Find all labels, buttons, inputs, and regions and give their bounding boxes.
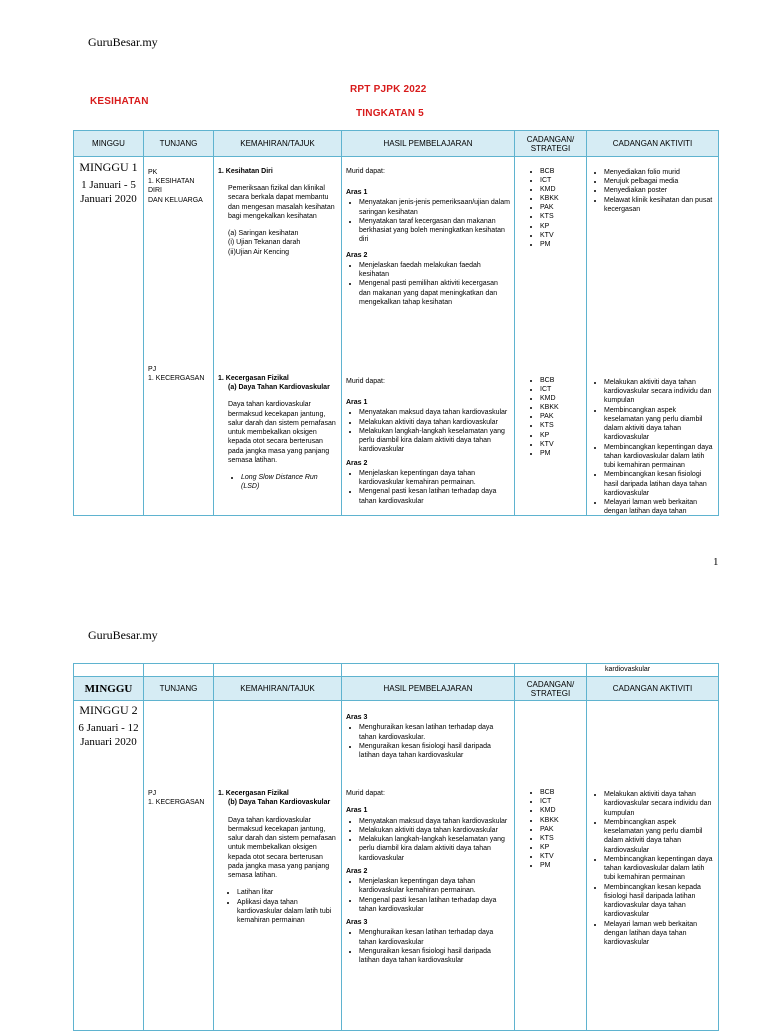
strategy-item: • KP (540, 222, 582, 231)
aras-label: Aras 2 (346, 459, 368, 467)
learning-outcome-item: • Mengenal pasti kesan latihan terhadap daya tahan kardiovaskular (359, 487, 510, 505)
activity-item: • Melawat klinik kesihatan dan pusat kecergasan (604, 196, 714, 214)
subtopic-air-kencing: (ii)Ujian Air Kencing (228, 248, 290, 256)
strategi-cell (515, 701, 587, 1031)
strategy-item: • KTV (540, 440, 559, 449)
tunjang-kesihatan: PK 1. KESIHATAN DIRI DAN KELUARGA (148, 169, 203, 204)
learning-outcome-item: • Menyatakan maksud daya tahan kardiovaskular (359, 817, 510, 826)
learning-outcome-item: • Melakukan langkah-langkah keselamatan yang perlu diambil kira dalam aktiviti daya tahan kardiovaskular (359, 835, 510, 863)
strategy-item: • PM (540, 861, 582, 870)
activity-item: • Melakukan aktiviti daya tahan kardiovaskular secara individu dan kumpulan (604, 790, 714, 818)
aktiviti-list (591, 790, 714, 947)
activity-item: • Membincangkan kesan fisiologi hasil daripada latihan daya tahan kardiovaskular (604, 470, 714, 498)
strategy-item: • ICT (540, 385, 559, 394)
activity-item: • Merujuk pelbagai media (604, 177, 714, 186)
strategi-cell (515, 157, 587, 516)
strategy-item: • PAK (540, 825, 582, 834)
strategy-item: • KTV (540, 852, 582, 861)
topic-description: Daya tahan kardiovaskular bermaksud kecekapan jantung, salur darah dan sistem pernafasan untuk membekalkan oksigen kepada otot secara berterusan pada jangka masa yang panjang semasa latihan. (228, 816, 336, 880)
learning-outcome-item: • Menguraikan kesan fisiologi hasil daripada latihan daya tahan kardiovaskular (359, 947, 510, 965)
week-label: MINGGU 2 (79, 703, 138, 718)
topic-description: Pemeriksaan fizikal dan klinikal secara berkala dapat membantu dan mengesan masalah kesihatan bagi mengekalkan kesihatan (228, 185, 335, 220)
week-cell (74, 701, 144, 1031)
activity-item: • Menyediakan folio murid (604, 168, 714, 177)
aras-label: Aras 2 (346, 251, 368, 259)
learning-outcome-item: • Menghuraikan kesan latihan terhadap daya tahan kardiovaskular (359, 928, 510, 946)
header-cadangan-aktiviti: CADANGAN AKTIVITI (587, 131, 719, 157)
subtopic-daya-tahan: (a) Daya Tahan Kardiovaskular (228, 384, 330, 392)
page-number: 1 (713, 556, 719, 568)
strategy-item: • BCB (540, 788, 582, 797)
tunjang-kecergasan: PJ 1. KECERGASAN (148, 790, 205, 807)
activity-item: • Melakukan aktiviti daya tahan kardiovaskular secara individu dan kumpulan (604, 378, 714, 406)
learning-outcome-item: • Melakukan aktiviti daya tahan kardiovaskular (359, 418, 510, 427)
header-cadangan-aktiviti: CADANGAN AKTIVITI (587, 677, 719, 701)
strategy-item: • PM (540, 240, 582, 249)
week-dates: 6 Januari - 12 Januari 2020 (78, 722, 139, 748)
learning-outcome-item: • Menyatakan maksud daya tahan kardiovaskular (359, 408, 510, 417)
activity-item: • Melayari laman web berkaitan dengan latihan daya tahan kardiovaskular (604, 920, 714, 948)
activity-item: • Membincangkan aspek keselamatan yang perlu diambil dalam aktiviti daya tahan kardiovaskular (604, 406, 714, 443)
strategy-item: • PAK (540, 203, 582, 212)
learning-outcome-item: • Melakukan langkah-langkah keselamatan yang perlu diambil kira dalam aktiviti daya tahan kardiovaskular (359, 427, 510, 455)
aras2-list (346, 877, 510, 914)
header-cadangan-strategi: CADANGAN/ STRATEGI (515, 677, 587, 701)
activity-item: • Membincangkan kepentingan daya tahan kardiovaskular dalam latih tubi kemahiran permainan (604, 443, 714, 471)
activity-item: • Membincangkan kesan kepada fisiologi hasil daripada latihan kardiovaskular daya tahan kardiovaskular (604, 883, 714, 920)
strategy-item: • KMD (540, 185, 582, 194)
aktiviti-cell (587, 701, 719, 1031)
aras1-list (346, 198, 510, 244)
strategy-list (527, 167, 582, 249)
strategy-item: • KBKK (540, 816, 582, 825)
aras-label: Aras 1 (346, 807, 368, 815)
murid-dapat: Murid dapat: (346, 378, 385, 385)
learning-outcome-item: • Mengenal pasti kesan latihan terhadap daya tahan kardiovaskular (359, 896, 510, 914)
strategy-list (527, 376, 559, 458)
header-cadangan-strategi: CADANGAN/ STRATEGI (515, 131, 587, 157)
learning-outcome-item: • Melakukan aktiviti daya tahan kardiovaskular (359, 826, 510, 835)
form-label: TINGKATAN 5 (356, 108, 424, 119)
aktiviti-list (591, 168, 714, 214)
subject-label: KESIHATAN (90, 96, 149, 107)
aktiviti-cell (587, 157, 719, 516)
activity-item: • Membincangkan aspek keselamatan yang perlu diambil dalam aktiviti daya tahan kardiovaskular (604, 818, 714, 855)
strategy-item: • KTS (540, 212, 582, 221)
activity-item: • Membincangkan kepentingan daya tahan kardiovaskular dalam latih tubi kemahiran permainan (604, 855, 714, 883)
strategy-item: • KBKK (540, 194, 582, 203)
strategy-item: • KP (540, 843, 582, 852)
aras3-list (346, 723, 510, 760)
kemahiran-cell (214, 157, 342, 516)
tunjang-kecergasan: PJ 1. KECERGASAN (148, 366, 205, 383)
kemahiran-cell (214, 701, 342, 1031)
learning-outcome-item: • Menghuraikan kesan latihan terhadap daya tahan kardiovaskular. (359, 723, 510, 741)
subtopic-tekanan-darah: (i) Ujian Tekanan darah (228, 239, 301, 247)
header-tunjang: TUNJANG (144, 131, 214, 157)
subtopic-daya-tahan: (b) Daya Tahan Kardiovaskular (228, 799, 331, 807)
learning-outcome-item: • Menguraikan kesan fisiologi hasil daripada latihan daya tahan kardiovaskular (359, 742, 510, 760)
murid-dapat: Murid dapat: (346, 790, 385, 798)
strategy-item: • KTS (540, 421, 559, 430)
header-kemahiran: KEMAHIRAN/TAJUK (214, 677, 342, 701)
lsd-item: Long Slow Distance Run (LSD) (241, 474, 318, 491)
learning-outcome-item: • Menyatakan jenis-jenis pemeriksaan/ujian dalam saringan kesihatan (359, 198, 510, 216)
learning-outcome-item: • Menjelaskan kepentingan daya tahan kardiovaskular kemahiran permainan. (359, 469, 510, 487)
activity-item: • Melayari laman web berkaitan dengan latihan daya tahan (604, 498, 714, 516)
header-tunjang: TUNJANG (144, 677, 214, 701)
strategy-item: • KMD (540, 806, 582, 815)
site-name: GuruBesar.my (88, 35, 158, 49)
topic-kecergasan-fizikal: 1. Kecergasan Fizikal (218, 375, 289, 382)
strategy-item: • BCB (540, 167, 582, 176)
aras3-list (346, 928, 510, 965)
aras2-list (346, 469, 510, 506)
aras-label: Aras 3 (346, 714, 368, 722)
murid-dapat: Murid dapat: (346, 168, 385, 175)
site-name: GuruBesar.my (88, 628, 158, 642)
aktiviti-list (591, 378, 714, 517)
latihan-item: • Latihan litar (237, 888, 337, 897)
header-hasil: HASIL PEMBELAJARAN (342, 677, 515, 701)
header-kemahiran: KEMAHIRAN/TAJUK (214, 131, 342, 157)
strategy-item: • KMD (540, 394, 559, 403)
topic-kesihatan-diri: 1. Kesihatan Diri (218, 168, 273, 175)
strategy-item: • KBKK (540, 403, 559, 412)
aras2-list (346, 261, 510, 307)
learning-outcome-item: • Menjelaskan kepentingan daya tahan kardiovaskular kemahiran permainan. (359, 877, 510, 895)
strategy-item: • BCB (540, 376, 559, 385)
week-label: MINGGU 1 (79, 160, 138, 174)
strategy-item: • KTV (540, 231, 582, 240)
aras-label: Aras 1 (346, 189, 368, 197)
learning-outcome-item: • Menjelaskan faedah melakukan faedah kesihatan (359, 261, 510, 279)
tunjang-cell (144, 157, 214, 516)
strategy-item: • KP (540, 431, 559, 440)
aras1-list (346, 408, 510, 454)
week-cell (74, 157, 144, 516)
topic-kecergasan-fizikal: 1. Kecergasan Fizikal (218, 790, 289, 798)
header-hasil: HASIL PEMBELAJARAN (342, 131, 515, 157)
carry-over-text: kardiovaskular (605, 666, 651, 673)
document-title: RPT PJPK 2022 (350, 84, 427, 95)
strategy-item: • PAK (540, 412, 559, 421)
rpt-table-page2 (73, 663, 719, 1031)
aras-label: Aras 2 (346, 867, 368, 875)
header-minggu: MINGGU (74, 131, 144, 157)
strategy-item: • PM (540, 449, 559, 458)
latihan-list (224, 888, 337, 925)
week-dates: 1 Januari - 5 Januari 2020 (80, 179, 137, 205)
activity-item: • Menyediakan poster (604, 186, 714, 195)
rpt-table-page1 (73, 130, 719, 516)
header-minggu: MINGGU (74, 677, 144, 701)
strategy-item: • KTS (540, 834, 582, 843)
aras-label: Aras 1 (346, 399, 368, 407)
aras1-list (346, 817, 510, 863)
topic-description: Daya tahan kardiovaskular bermaksud kecekapan jantung, salur darah dan sistem pernafasan untuk membekalkan oksigen kepada otot secara berterusan pada jangka masa yang panjang semasa latihan. (228, 401, 336, 464)
hasil-cell (342, 701, 515, 1031)
strategy-item: • ICT (540, 176, 582, 185)
strategy-list (527, 788, 582, 870)
learning-outcome-item: • Mengenal pasti pemilihan aktiviti kecergasan dan makanan yang dapat meningkatkan dan mengekalkan tahap kesihatan (359, 279, 510, 307)
tunjang-cell (144, 701, 214, 1031)
aras-label: Aras 3 (346, 919, 368, 927)
hasil-cell (342, 157, 515, 516)
subtopic-saringan: (a) Saringan kesihatan (228, 230, 299, 238)
learning-outcome-item: • Menyatakan taraf kecergasan dan makanan berkhasiat yang boleh meningkatkan kesihatan diri (359, 217, 510, 245)
latihan-item: • Aplikasi daya tahan kardiovaskular dalam latih tubi kemahiran permainan (237, 898, 337, 926)
strategy-item: • ICT (540, 797, 582, 806)
